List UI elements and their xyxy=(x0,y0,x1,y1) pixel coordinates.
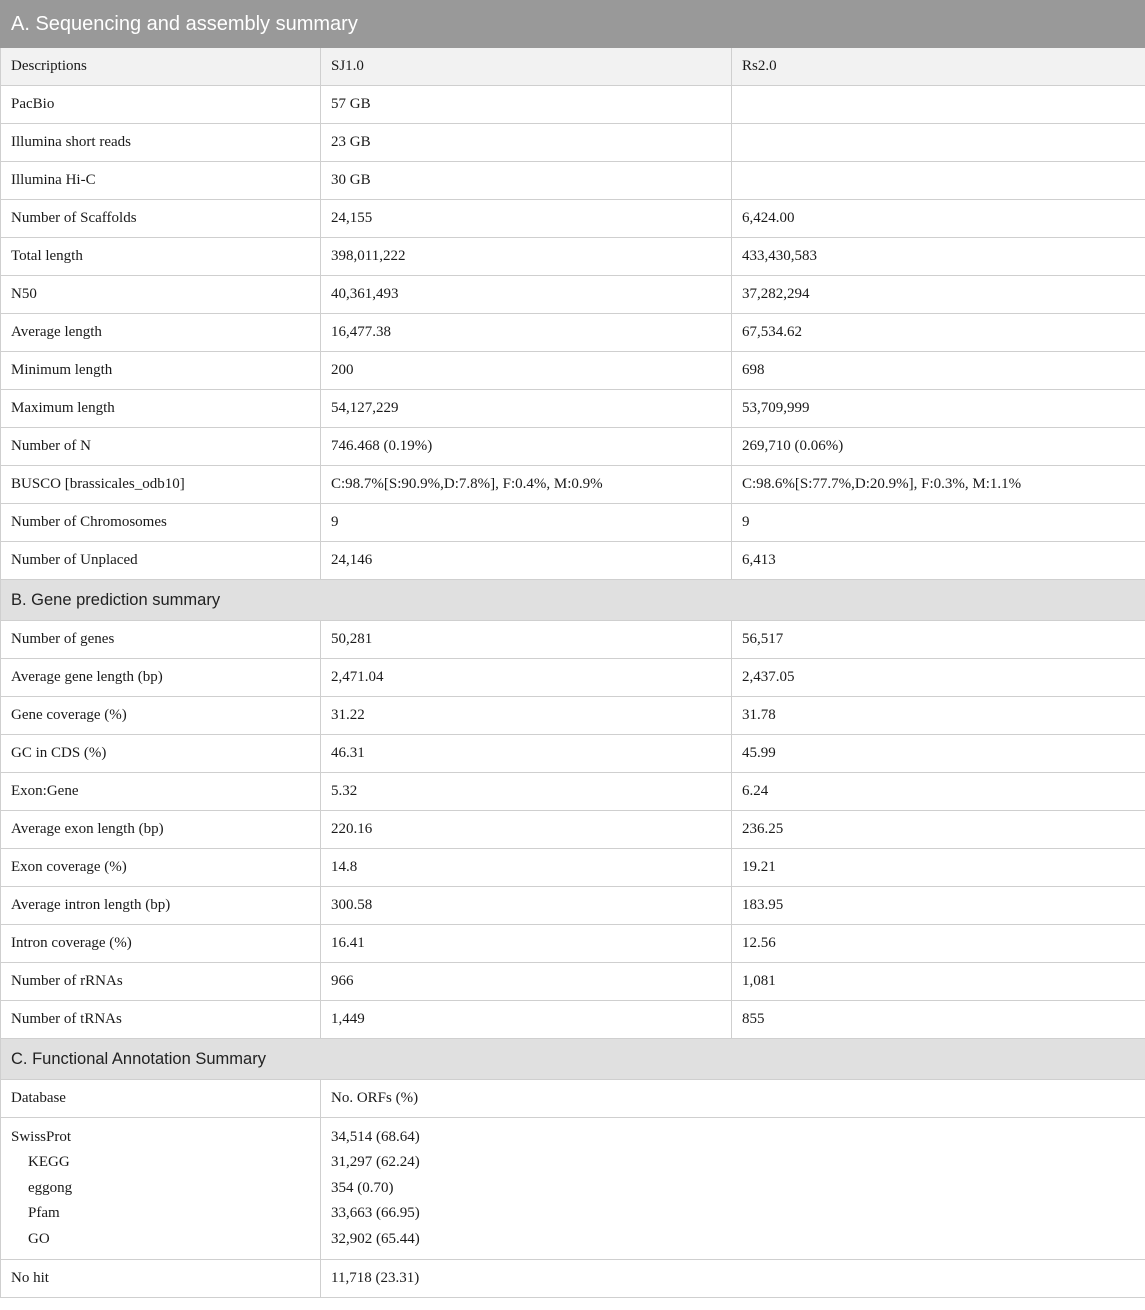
rs2-value: 67,534.62 xyxy=(732,314,1145,352)
row-label: Exon coverage (%) xyxy=(1,849,321,887)
table-row xyxy=(1,238,1145,276)
row-label: Number of Unplaced xyxy=(1,542,321,580)
row-label: Intron coverage (%) xyxy=(1,925,321,963)
database-list-row xyxy=(1,1118,1145,1260)
row-label: Average exon length (bp) xyxy=(1,811,321,849)
row-label: Number of tRNAs xyxy=(1,1001,321,1039)
rs2-value: 433,430,583 xyxy=(732,238,1145,276)
database-name: Pfam xyxy=(28,1205,60,1222)
rs2-value: 269,710 (0.06%) xyxy=(732,428,1145,466)
orfs-header: No. ORFs (%) xyxy=(321,1080,1145,1118)
table-row xyxy=(1,697,1145,735)
database-name: KEGG xyxy=(28,1154,70,1171)
rs2-value: 183.95 xyxy=(732,887,1145,925)
row-label: Illumina Hi-C xyxy=(1,162,321,200)
row-label: PacBio xyxy=(1,86,321,124)
sj1-value: 200 xyxy=(321,352,732,390)
row-label: Number of genes xyxy=(1,621,321,659)
table-row xyxy=(1,925,1145,963)
sj1-value: 220.16 xyxy=(321,811,732,849)
rs2-value: 37,282,294 xyxy=(732,276,1145,314)
table-row xyxy=(1,887,1145,925)
sj1-value: 300.58 xyxy=(321,887,732,925)
row-label: GC in CDS (%) xyxy=(1,735,321,773)
table-row xyxy=(1,963,1145,1001)
table-row xyxy=(1,200,1145,238)
database-value: 34,514 (68.64) xyxy=(331,1129,420,1145)
sj1-value: C:98.7%[S:90.9%,D:7.8%], F:0.4%, M:0.9% xyxy=(321,466,732,504)
table-row xyxy=(1,276,1145,314)
rs2-value: 19.21 xyxy=(732,849,1145,887)
nohit-value: 11,718 (23.31) xyxy=(321,1260,1145,1298)
table-row xyxy=(1,390,1145,428)
rs2-value xyxy=(732,86,1145,124)
database-name: GO xyxy=(28,1230,50,1247)
table-row xyxy=(1,811,1145,849)
sj1-value: 5.32 xyxy=(321,773,732,811)
sj1-value: 2,471.04 xyxy=(321,659,732,697)
sj1-value: 16.41 xyxy=(321,925,732,963)
database-value: 31,297 (62.24) xyxy=(331,1154,420,1171)
database-value: 33,663 (66.95) xyxy=(331,1205,420,1222)
rs2-value xyxy=(732,124,1145,162)
table-row xyxy=(1,659,1145,697)
column-header-descriptions: Descriptions xyxy=(1,48,321,86)
sj1-value: 9 xyxy=(321,504,732,542)
rs2-value: 6,413 xyxy=(732,542,1145,580)
rs2-value: 236.25 xyxy=(732,811,1145,849)
table-row xyxy=(1,849,1145,887)
rs2-value: 2,437.05 xyxy=(732,659,1145,697)
column-header-rs2: Rs2.0 xyxy=(732,48,1145,86)
section-c-title: C. Functional Annotation Summary xyxy=(1,1039,1145,1080)
row-label: Number of Chromosomes xyxy=(1,504,321,542)
row-label: Average intron length (bp) xyxy=(1,887,321,925)
row-label: Average gene length (bp) xyxy=(1,659,321,697)
database-value: 32,902 (65.44) xyxy=(331,1230,420,1247)
row-label: N50 xyxy=(1,276,321,314)
row-label: Maximum length xyxy=(1,390,321,428)
sj1-value: 57 GB xyxy=(321,86,732,124)
rs2-value: 31.78 xyxy=(732,697,1145,735)
rs2-value: 1,081 xyxy=(732,963,1145,1001)
row-label: Gene coverage (%) xyxy=(1,697,321,735)
rs2-value xyxy=(732,162,1145,200)
rs2-value: 53,709,999 xyxy=(732,390,1145,428)
row-label: Exon:Gene xyxy=(1,773,321,811)
nohit-label: No hit xyxy=(1,1260,321,1298)
functional-header-row xyxy=(1,1080,1145,1118)
column-header-row xyxy=(1,48,1145,86)
nohit-row xyxy=(1,1260,1145,1298)
row-label: Illumina short reads xyxy=(1,124,321,162)
rs2-value: 855 xyxy=(732,1001,1145,1039)
sj1-value: 24,155 xyxy=(321,200,732,238)
rs2-value: 45.99 xyxy=(732,735,1145,773)
rs2-value: 56,517 xyxy=(732,621,1145,659)
sj1-value: 1,449 xyxy=(321,1001,732,1039)
sj1-value: 50,281 xyxy=(321,621,732,659)
table-row xyxy=(1,773,1145,811)
sj1-value: 24,146 xyxy=(321,542,732,580)
database-name: SwissProt xyxy=(11,1129,72,1145)
row-label: BUSCO [brassicales_odb10] xyxy=(1,466,321,504)
row-label: Minimum length xyxy=(1,352,321,390)
sj1-value: 54,127,229 xyxy=(321,390,732,428)
sj1-value: 14.8 xyxy=(321,849,732,887)
rs2-value: 12.56 xyxy=(732,925,1145,963)
table-row xyxy=(1,542,1145,580)
sj1-value: 30 GB xyxy=(321,162,732,200)
row-label: Average length xyxy=(1,314,321,352)
table-row xyxy=(1,428,1145,466)
table-row xyxy=(1,352,1145,390)
table-row xyxy=(1,504,1145,542)
table-row xyxy=(1,162,1145,200)
rs2-value: 6.24 xyxy=(732,773,1145,811)
table-row xyxy=(1,1001,1145,1039)
section-a-title: A. Sequencing and assembly summary xyxy=(1,1,1145,48)
database-values-cell xyxy=(321,1118,1145,1260)
sj1-value: 966 xyxy=(321,963,732,1001)
sj1-value: 40,361,493 xyxy=(321,276,732,314)
row-label: Number of Scaffolds xyxy=(1,200,321,238)
database-value: 354 (0.70) xyxy=(331,1179,394,1196)
rs2-value: C:98.6%[S:77.7%,D:20.9%], F:0.3%, M:1.1% xyxy=(732,466,1145,504)
database-name: eggong xyxy=(28,1179,73,1196)
sj1-value: 23 GB xyxy=(321,124,732,162)
sj1-value: 746.468 (0.19%) xyxy=(321,428,732,466)
sj1-value: 398,011,222 xyxy=(321,238,732,276)
sj1-value: 46.31 xyxy=(321,735,732,773)
sj1-value: 16,477.38 xyxy=(321,314,732,352)
database-names-cell xyxy=(1,1118,321,1260)
table-row xyxy=(1,735,1145,773)
table-row xyxy=(1,466,1145,504)
row-label: Number of rRNAs xyxy=(1,963,321,1001)
row-label: Number of N xyxy=(1,428,321,466)
table-row xyxy=(1,621,1145,659)
column-header-sj1: SJ1.0 xyxy=(321,48,732,86)
row-label: Total length xyxy=(1,238,321,276)
table-row xyxy=(1,314,1145,352)
table-row xyxy=(1,86,1145,124)
table-row xyxy=(1,124,1145,162)
database-header: Database xyxy=(1,1080,321,1118)
sj1-value: 31.22 xyxy=(321,697,732,735)
section-b-title-row xyxy=(1,580,1145,621)
section-a-title-row xyxy=(1,1,1145,48)
rs2-value: 6,424.00 xyxy=(732,200,1145,238)
section-b-title: B. Gene prediction summary xyxy=(1,580,1145,621)
rs2-value: 9 xyxy=(732,504,1145,542)
rs2-value: 698 xyxy=(732,352,1145,390)
section-c-title-row xyxy=(1,1039,1145,1080)
